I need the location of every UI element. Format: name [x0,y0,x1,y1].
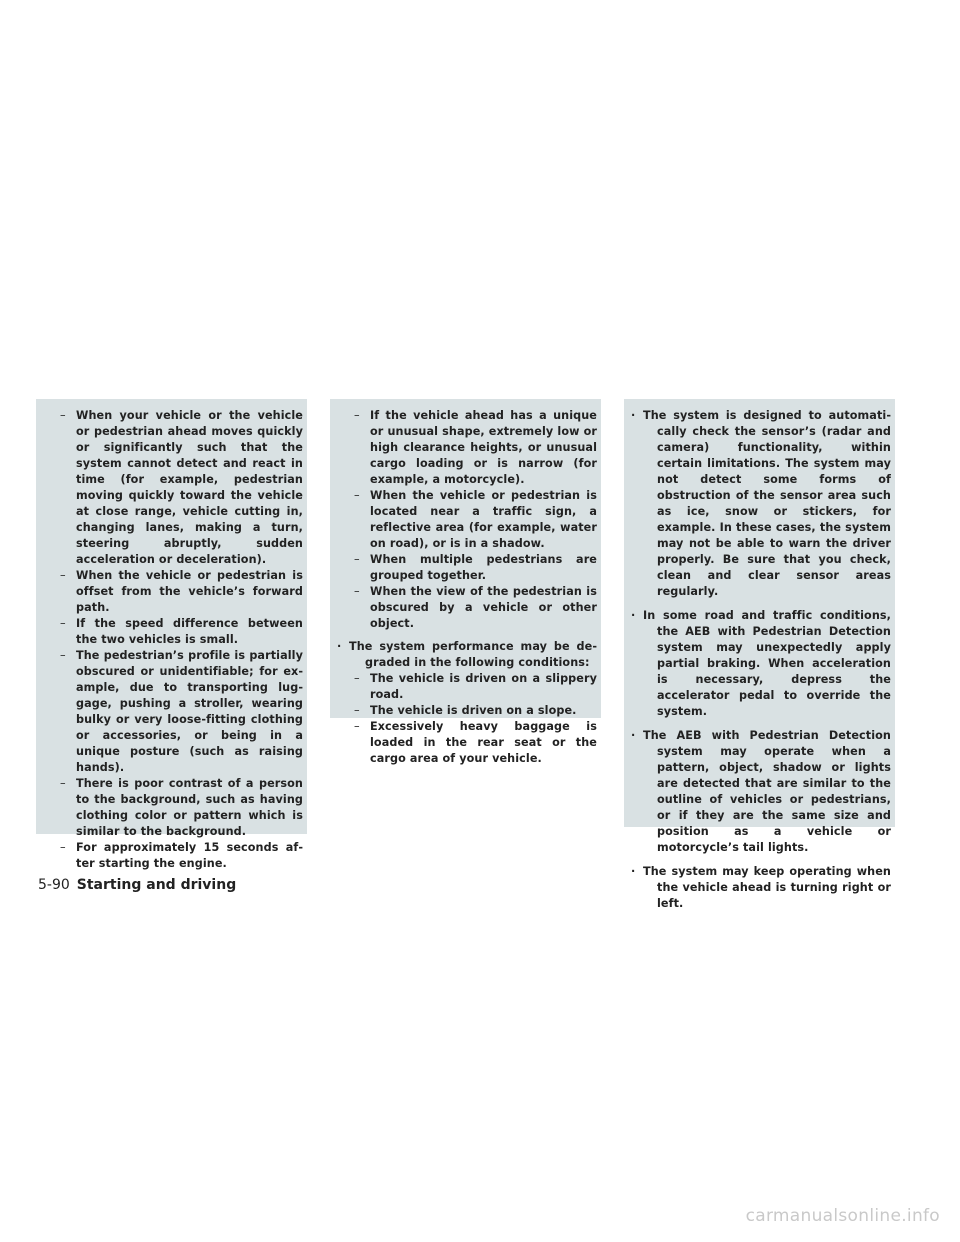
dash-mark: – [354,489,360,502]
conditions-panel-1 [36,399,307,870]
bullet-mark: · [631,609,636,622]
dash-mark: – [354,672,360,685]
condition-item: – When the vehicle or pedestrian is located near a traffic sign, a reflective area (for example, water on road), or is in a shadow. [354,489,597,550]
condition-item: – There is poor contrast of a person to the background, such as having clothing color or pattern which is similar to the background. [60,777,303,838]
bullet-mark: · [631,409,636,422]
dash-mark: – [354,553,360,566]
dash-mark: – [354,704,360,717]
bullet-mark: · [337,640,342,653]
condition-item: – If the speed difference between the two vehicles is small. [60,617,303,646]
condition-item: – The vehicle is driven on a slope. [354,704,577,717]
conditions-panel-2 [330,399,601,765]
dash-mark: – [60,649,66,662]
bullet-item [334,639,597,767]
condition-item: – If the vehicle ahead has a unique or unusual shape, extremely low or high clearance heights, or unusual cargo loading or is narrow (for example, a motorcycle). [354,409,597,486]
bullet-item: · The system may keep operating when the vehicle ahead is turning right or left. [631,865,891,910]
condition-item: – When the vehicle or pedestrian is offset from the vehicle’s forward path. [60,569,303,614]
section-title: Starting and driving [76,877,237,893]
bullet-text: The system performance may be degraded in the following conditions: [349,640,597,669]
dash-mark: – [60,841,66,854]
condition-item: – Excessively heavy baggage is loaded in the rear seat or the cargo area of your vehicle. [354,720,597,765]
dash-mark: – [354,585,360,598]
bullet-item: · The system is designed to automatically check the sensor’s (radar and camera) functionality, within certain limitations. The system may not detect some forms of obstruction of the sensor area such as ice, snow or stickers, for example. In these cases, the system may not be able to warn the driver properly. Be sure that you check, clean and clear sensor areas regularly. [631,409,891,598]
condition-item: – The vehicle is driven on a slippery road. [354,672,597,701]
notes-panel [624,399,895,910]
page-number: 5-90 [38,877,70,893]
bullet-mark: · [631,729,636,742]
dash-mark: – [354,409,360,422]
dash-mark: – [60,569,66,582]
condition-item: – For approximately 15 seconds after starting the engine. [60,841,303,870]
page-footer [38,875,236,895]
dash-mark: – [60,617,66,630]
condition-item: – When your vehicle or the vehicle or pedestrian ahead moves quickly or significantly such that the system cannot detect and react in time (for example, pedestrian moving quickly toward the vehicle at close range, vehicle cutting in, changing lanes, making a turn, steering abruptly, sudden acceleration or deceleration). [60,409,303,566]
bullet-mark: · [631,865,636,878]
bullet-item: · In some road and traffic conditions, the AEB with Pedestrian Detection system may unexpectedly apply partial braking. When acceleration is necessary, depress the accelerator pedal to override the system. [631,609,891,718]
bullet-item: · The AEB with Pedestrian Detection system may operate when a pattern, object, shadow or lights are detected that are similar to the outline of vehicles or pedestrians, or if they are the same size and position as a vehicle or motorcycle’s tail lights. [631,729,891,854]
condition-item: – The pedestrian’s profile is partially obscured or unidentifiable; for example, due to transporting luggage, pushing a stroller, wearing bulky or very loose-fitting clothing or accessories, or being in a unique posture (such as raising hands). [60,649,303,774]
watermark: carmanualsonline.info [745,1206,940,1226]
condition-item: – When multiple pedestrians are grouped together. [354,553,597,582]
dash-mark: – [60,777,66,790]
dash-mark: – [354,720,360,733]
dash-mark: – [60,409,66,422]
condition-item: – When the view of the pedestrian is obscured by a vehicle or other object. [354,585,597,630]
